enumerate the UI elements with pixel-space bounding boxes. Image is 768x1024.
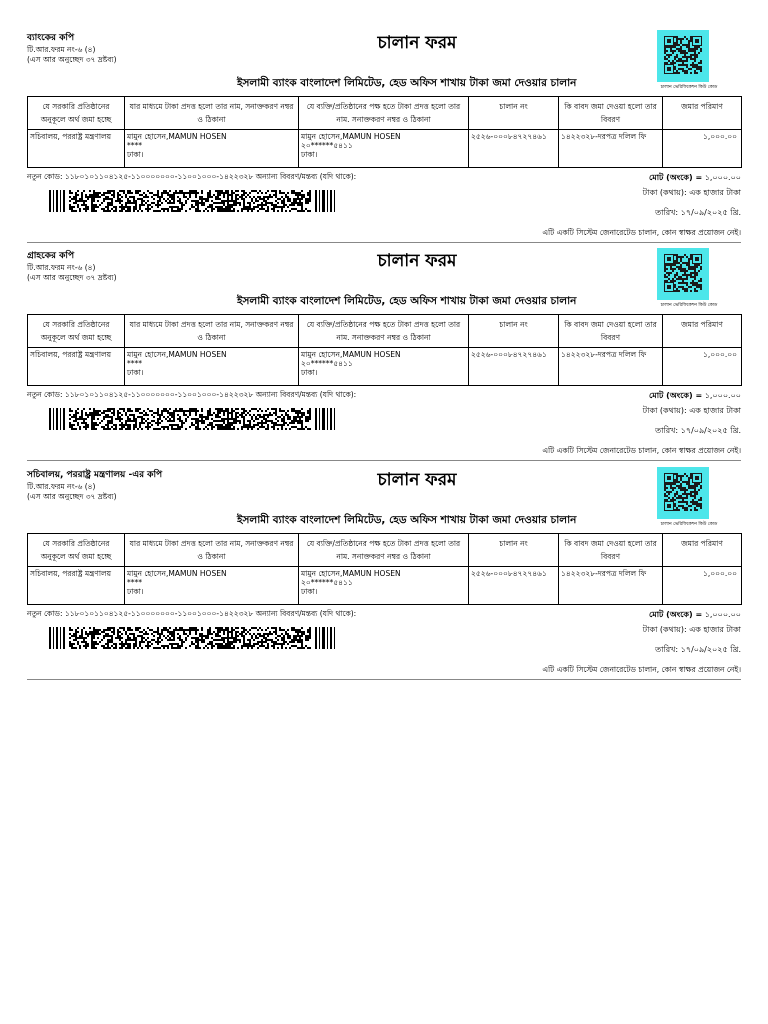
qr-code-icon bbox=[657, 467, 709, 519]
payer-cell bbox=[299, 348, 469, 386]
col-header: কি বাবদ জমা দেওয়া হলো তার বিবরণ bbox=[559, 315, 663, 348]
copy-label: গ্রাহকের কপি bbox=[27, 251, 75, 261]
depositor-address: ঢাকা। bbox=[127, 368, 144, 377]
date-suffix: খ্রি. bbox=[730, 426, 741, 435]
rule-ref-text: (এস আর অনুচ্ছেদ ৩৭ দ্রষ্টব্য) bbox=[27, 273, 117, 282]
total-line bbox=[649, 609, 741, 622]
depositor-name: মামুন হোসেন,MAMUN HOSEN bbox=[127, 569, 227, 578]
form-number bbox=[27, 45, 117, 65]
depositor-cell bbox=[125, 130, 299, 168]
qr-caption: চালান ভেরিফিকেশন কিউ কোড bbox=[660, 522, 718, 527]
barcode-icon bbox=[49, 627, 339, 649]
amount-cell: ১,০০০.০০ bbox=[663, 130, 742, 168]
form-number bbox=[27, 482, 117, 502]
payer-id: ২০******৫৪১১ bbox=[301, 578, 353, 587]
amount-in-words: টাকা (কথায়): এক হাজার টাকা bbox=[642, 625, 741, 634]
depositor-id: **** bbox=[127, 359, 142, 368]
challan-no-cell: ২৫২৬-০০০৮৪৭২৭৪৬১ bbox=[469, 567, 559, 605]
challan-table bbox=[27, 314, 742, 386]
copy-label: ব্যাংকের কপি bbox=[27, 33, 75, 43]
code-line: নতুন কোড: ১১৮০১০১১০৪১২৫-১১০০০০০০০-১১০০১০০০-১৪২২৩২৮ অন্যান্য বিবরণ/মন্তব্য (যদি থাকে): bbox=[27, 172, 357, 181]
code-line: নতুন কোড: ১১৮০১০১১০৪১২৫-১১০০০০০০০-১১০০১০০০-১৪২২৩২৮ অন্যান্য বিবরণ/মন্তব্য (যদি থাকে): bbox=[27, 390, 357, 399]
col-header: জমার পরিমাণ bbox=[663, 97, 742, 130]
col-header: চালান নং bbox=[469, 534, 559, 567]
col-header: যার মাধ্যমে টাকা প্রদত্ত হলো তার নাম, সনাক্তকরণ নম্বর ও ঠিকানা bbox=[125, 97, 299, 130]
copy-divider bbox=[27, 679, 741, 680]
date-value: ১৭/০৯/২০২৫ bbox=[680, 208, 728, 217]
qr-code-icon bbox=[657, 30, 709, 82]
table-row bbox=[28, 567, 742, 605]
payer-name: মামুন হোসেন,MAMUN HOSEN bbox=[301, 350, 401, 359]
challan-no-cell: ২৫২৬-০০০৮৪৭২৭৪৬১ bbox=[469, 130, 559, 168]
col-header: যে ব্যক্তি/প্রতিষ্ঠানের পক্ষ হতে টাকা প্রদত্ত হলো তার নাম. সনাক্তকরণ নম্বর ও ঠিকানা bbox=[299, 534, 469, 567]
copy-divider bbox=[27, 242, 741, 243]
depositor-cell bbox=[125, 567, 299, 605]
rule-ref-text: (এস আর অনুচ্ছেদ ৩৭ দ্রষ্টব্য) bbox=[27, 492, 117, 501]
qr-code-icon bbox=[657, 248, 709, 300]
date-value: ১৭/০৯/২০২৫ bbox=[680, 645, 728, 654]
bank-title: ইসলামী ব্যাংক বাংলাদেশ লিমিটেড, হেড অফিস শাখায় টাকা জমা দেওয়ার চালান bbox=[237, 77, 577, 89]
office-cell: সচিবালয়, পররাষ্ট্র মন্ত্রণালয় bbox=[28, 567, 125, 605]
total-value: ১,০০০.০০ bbox=[704, 610, 741, 619]
col-header: যার মাধ্যমে টাকা প্রদত্ত হলো তার নাম, সনাক্তকরণ নম্বর ও ঠিকানা bbox=[125, 534, 299, 567]
payer-address: ঢাকা। bbox=[301, 587, 318, 596]
office-cell: সচিবালয়, পররাষ্ট্র মন্ত্রণালয় bbox=[28, 130, 125, 168]
amount-cell: ১,০০০.০০ bbox=[663, 567, 742, 605]
depositor-address: ঢাকা। bbox=[127, 587, 144, 596]
date-suffix: খ্রি. bbox=[730, 208, 741, 217]
depositor-id: **** bbox=[127, 578, 142, 587]
challan-copy-bank bbox=[27, 30, 741, 252]
date-suffix: খ্রি. bbox=[730, 645, 741, 654]
total-label: মোট (অংকে) = bbox=[649, 391, 703, 400]
date-label: তারিখ: bbox=[655, 208, 679, 217]
qr-caption: চালান ভেরিফিকেশন কিউ কোড bbox=[660, 85, 718, 90]
col-header: জমার পরিমাণ bbox=[663, 315, 742, 348]
rule-ref-text: (এস আর অনুচ্ছেদ ৩৭ দ্রষ্টব্য) bbox=[27, 55, 117, 64]
col-header: যে ব্যক্তি/প্রতিষ্ঠানের পক্ষ হতে টাকা প্রদত্ত হলো তার নাম. সনাক্তকরণ নম্বর ও ঠিকানা bbox=[299, 315, 469, 348]
office-cell: সচিবালয়, পররাষ্ট্র মন্ত্রণালয় bbox=[28, 348, 125, 386]
depositor-name: মামুন হোসেন,MAMUN HOSEN bbox=[127, 132, 227, 141]
total-label: মোট (অংকে) = bbox=[649, 173, 703, 182]
date-line bbox=[655, 207, 741, 220]
total-label: মোট (অংকে) = bbox=[649, 610, 703, 619]
col-header: চালান নং bbox=[469, 97, 559, 130]
qr-caption: চালান ভেরিফিকেশন কিউ কোড bbox=[660, 303, 718, 308]
col-header: যার মাধ্যমে টাকা প্রদত্ত হলো তার নাম, সনাক্তকরণ নম্বর ও ঠিকানা bbox=[125, 315, 299, 348]
form-number bbox=[27, 263, 117, 283]
date-line bbox=[655, 425, 741, 438]
code-line: নতুন কোড: ১১৮০১০১১০৪১২৫-১১০০০০০০০-১১০০১০০০-১৪২২৩২৮ অন্যান্য বিবরণ/মন্তব্য (যদি থাকে): bbox=[27, 609, 357, 618]
system-note: এটি একটি সিস্টেম জেনারেটেড চালান, কোন স্বাক্ষর প্রয়োজন নেই। bbox=[542, 665, 741, 674]
total-value: ১,০০০.০০ bbox=[704, 173, 741, 182]
payer-cell bbox=[299, 567, 469, 605]
payer-cell bbox=[299, 130, 469, 168]
challan-table bbox=[27, 533, 742, 605]
amount-in-words: টাকা (কথায়): এক হাজার টাকা bbox=[642, 406, 741, 415]
depositor-cell bbox=[125, 348, 299, 386]
bank-title: ইসলামী ব্যাংক বাংলাদেশ লিমিটেড, হেড অফিস শাখায় টাকা জমা দেওয়ার চালান bbox=[237, 295, 577, 307]
payer-address: ঢাকা। bbox=[301, 150, 318, 159]
table-header-row bbox=[28, 534, 742, 567]
total-line bbox=[649, 390, 741, 403]
payer-address: ঢাকা। bbox=[301, 368, 318, 377]
total-line bbox=[649, 172, 741, 185]
table-row bbox=[28, 348, 742, 386]
payer-id: ২০******৫৪১১ bbox=[301, 359, 353, 368]
barcode-icon bbox=[49, 408, 339, 430]
date-line bbox=[655, 644, 741, 657]
copy-divider bbox=[27, 460, 741, 461]
purpose-cell: ১৪২২৩২৮-দরপত্র দলিল ফি bbox=[559, 130, 663, 168]
challan-copy-ministry bbox=[27, 467, 741, 689]
amount-cell: ১,০০০.০০ bbox=[663, 348, 742, 386]
depositor-id: **** bbox=[127, 141, 142, 150]
amount-in-words: টাকা (কথায়): এক হাজার টাকা bbox=[642, 188, 741, 197]
total-value: ১,০০০.০০ bbox=[704, 391, 741, 400]
col-header: যে সরকারি প্রতিষ্ঠানের অনুকূলে অর্থ জমা হচ্ছে bbox=[28, 534, 125, 567]
depositor-address: ঢাকা। bbox=[127, 150, 144, 159]
form-title: চালান ফরম bbox=[377, 470, 457, 490]
form-no-text: টি.আর.ফরম নং-৬ (৪) bbox=[27, 45, 96, 54]
copy-label: সচিবালয়, পররাষ্ট্র মন্ত্রণালয় -এর কপি bbox=[27, 470, 163, 480]
table-header-row bbox=[28, 315, 742, 348]
form-no-text: টি.আর.ফরম নং-৬ (৪) bbox=[27, 482, 96, 491]
col-header: কি বাবদ জমা দেওয়া হলো তার বিবরণ bbox=[559, 97, 663, 130]
depositor-name: মামুন হোসেন,MAMUN HOSEN bbox=[127, 350, 227, 359]
col-header: জমার পরিমাণ bbox=[663, 534, 742, 567]
payer-id: ২০******৫৪১১ bbox=[301, 141, 353, 150]
col-header: কি বাবদ জমা দেওয়া হলো তার বিবরণ bbox=[559, 534, 663, 567]
col-header: যে ব্যক্তি/প্রতিষ্ঠানের পক্ষ হতে টাকা প্রদত্ত হলো তার নাম. সনাক্তকরণ নম্বর ও ঠিকানা bbox=[299, 97, 469, 130]
payer-name: মামুন হোসেন,MAMUN HOSEN bbox=[301, 132, 401, 141]
purpose-cell: ১৪২২৩২৮-দরপত্র দলিল ফি bbox=[559, 567, 663, 605]
challan-table bbox=[27, 96, 742, 168]
challan-copy-customer bbox=[27, 248, 741, 470]
col-header: যে সরকারি প্রতিষ্ঠানের অনুকূলে অর্থ জমা হচ্ছে bbox=[28, 315, 125, 348]
date-value: ১৭/০৯/২০২৫ bbox=[680, 426, 728, 435]
col-header: যে সরকারি প্রতিষ্ঠানের অনুকূলে অর্থ জমা হচ্ছে bbox=[28, 97, 125, 130]
bank-title: ইসলামী ব্যাংক বাংলাদেশ লিমিটেড, হেড অফিস শাখায় টাকা জমা দেওয়ার চালান bbox=[237, 514, 577, 526]
form-title: চালান ফরম bbox=[377, 251, 457, 271]
barcode-icon bbox=[49, 190, 339, 212]
form-no-text: টি.আর.ফরম নং-৬ (৪) bbox=[27, 263, 96, 272]
table-header-row bbox=[28, 97, 742, 130]
date-label: তারিখ: bbox=[655, 426, 679, 435]
payer-name: মামুন হোসেন,MAMUN HOSEN bbox=[301, 569, 401, 578]
form-title: চালান ফরম bbox=[377, 33, 457, 53]
system-note: এটি একটি সিস্টেম জেনারেটেড চালান, কোন স্বাক্ষর প্রয়োজন নেই। bbox=[542, 446, 741, 455]
system-note: এটি একটি সিস্টেম জেনারেটেড চালান, কোন স্বাক্ষর প্রয়োজন নেই। bbox=[542, 228, 741, 237]
purpose-cell: ১৪২২৩২৮-দরপত্র দলিল ফি bbox=[559, 348, 663, 386]
table-row bbox=[28, 130, 742, 168]
col-header: চালান নং bbox=[469, 315, 559, 348]
date-label: তারিখ: bbox=[655, 645, 679, 654]
challan-no-cell: ২৫২৬-০০০৮৪৭২৭৪৬১ bbox=[469, 348, 559, 386]
